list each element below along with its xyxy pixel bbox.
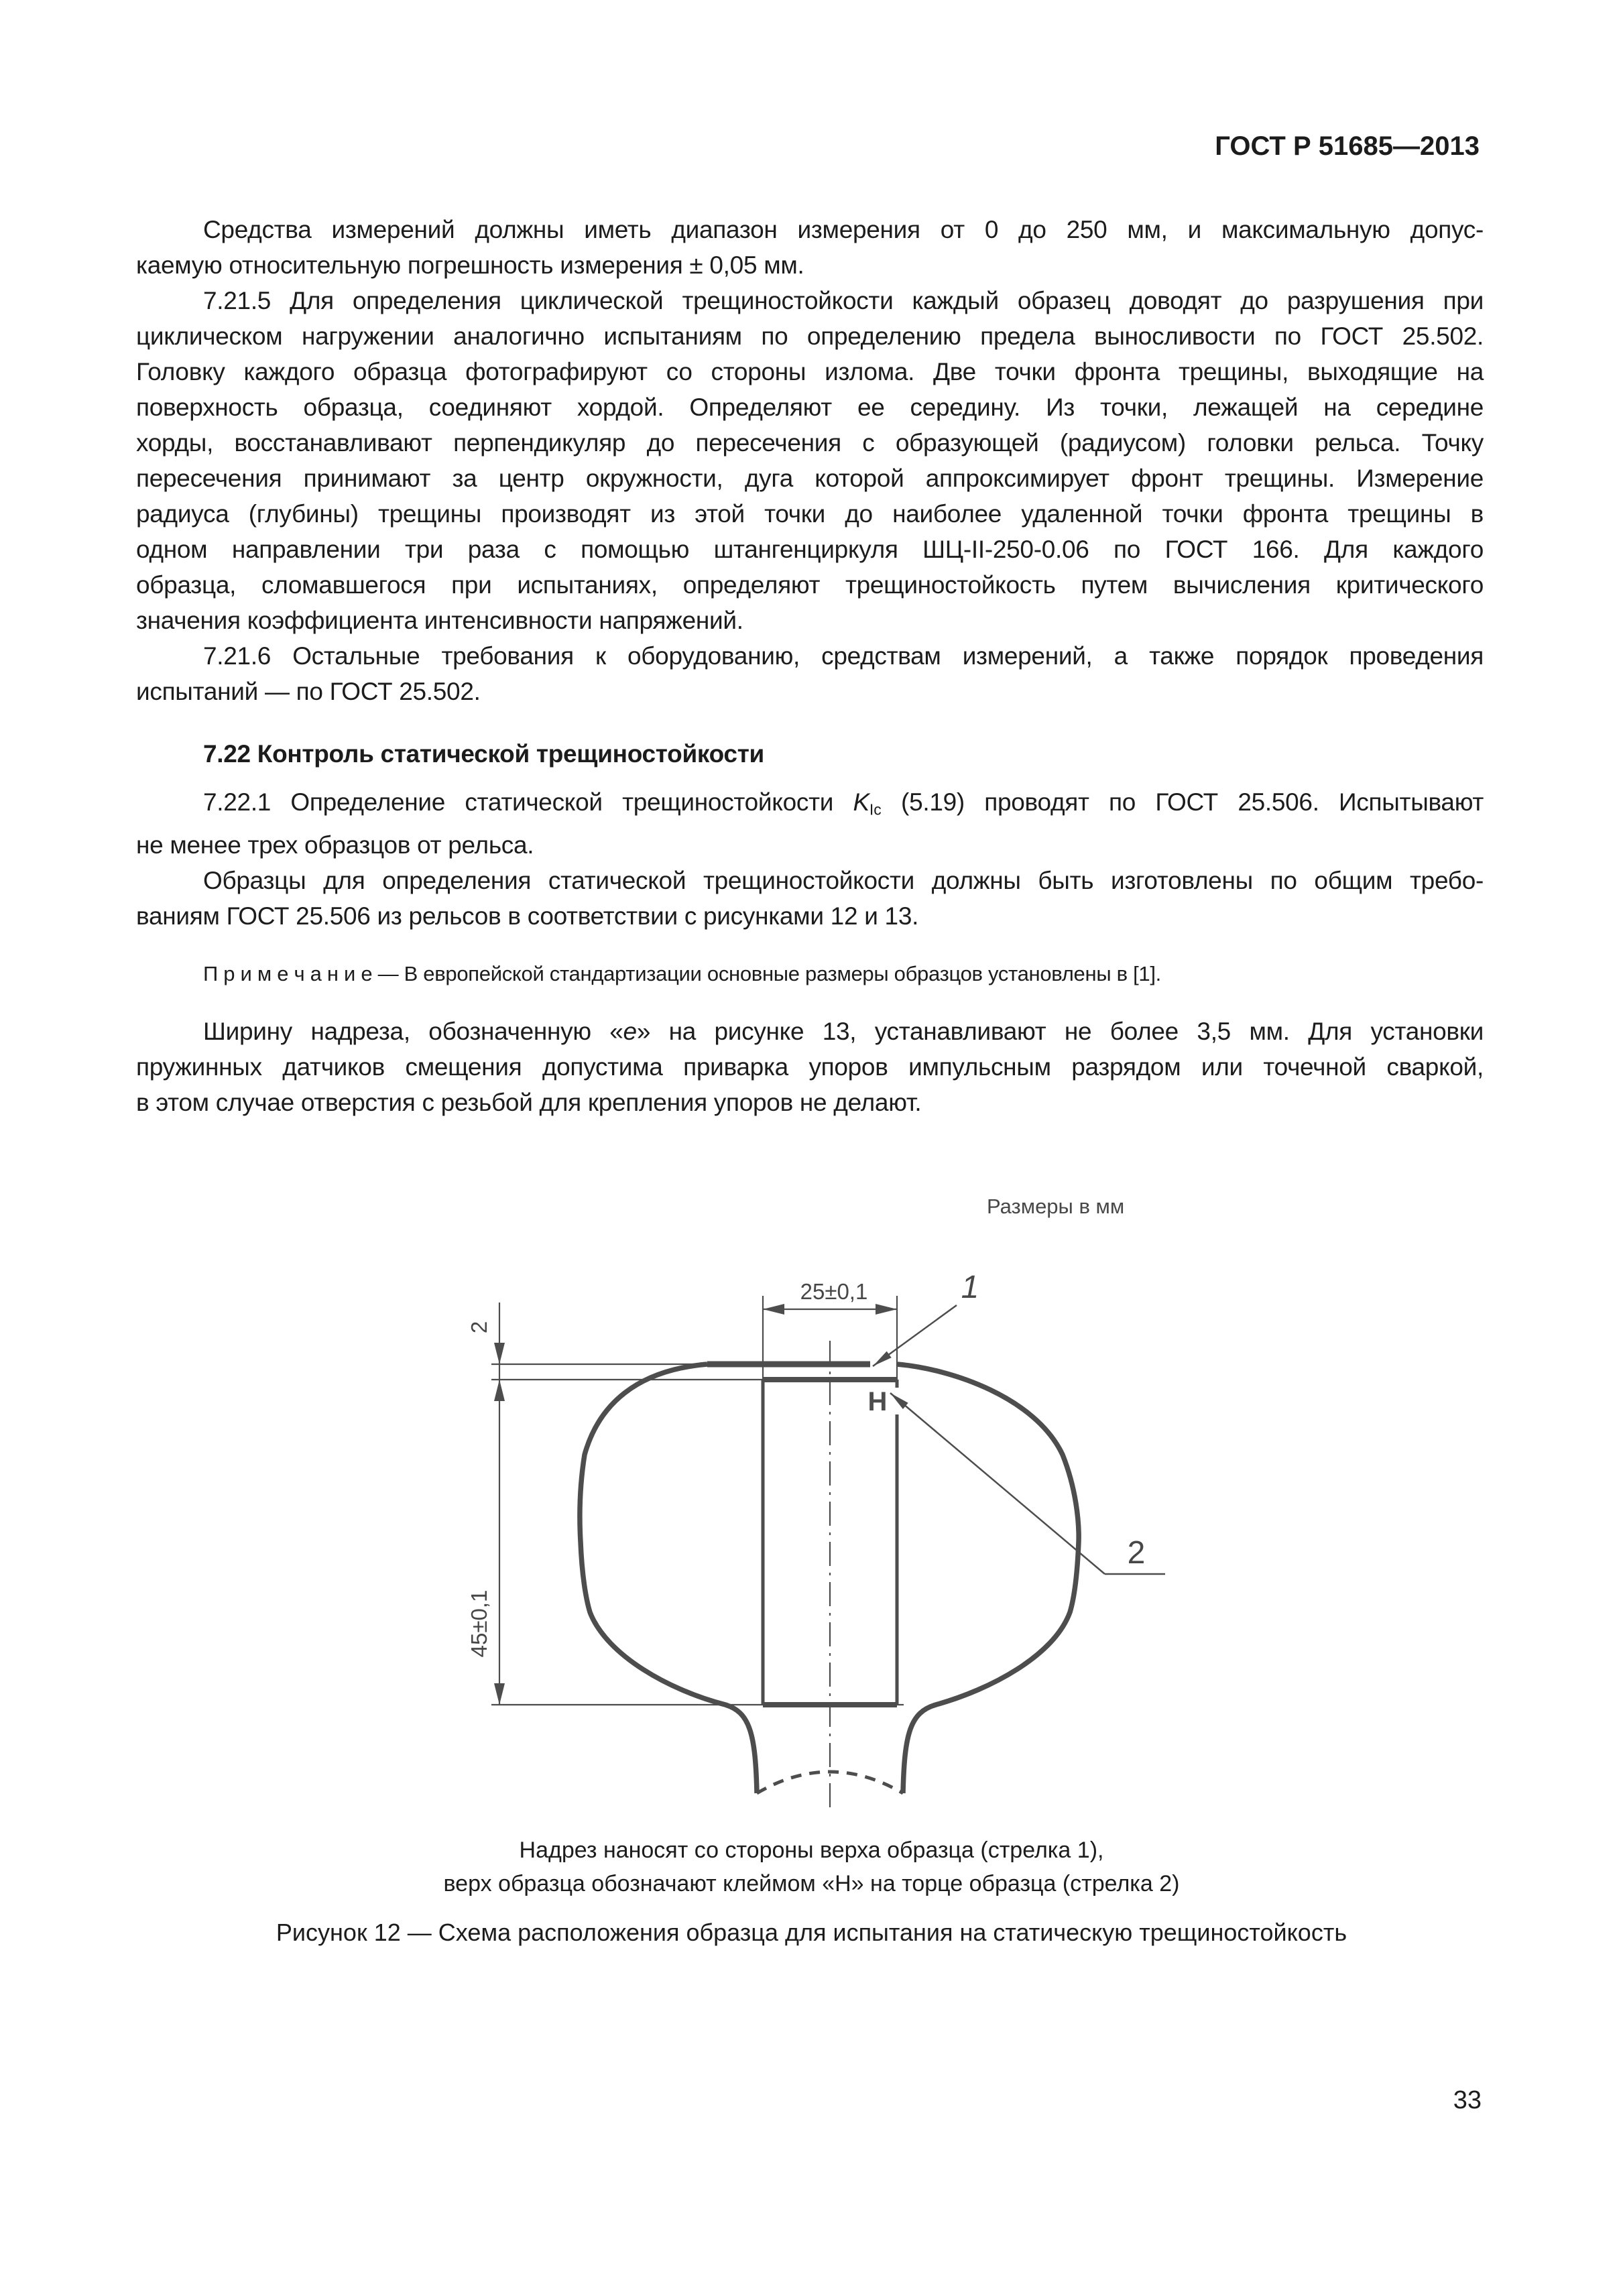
text-line: каемую относительную погрешность измерения ± 0,05 мм. (136, 251, 804, 279)
symbol-e: е (623, 1018, 637, 1046)
text-line: радиуса (глубины) трещины производят из этой точки до наиболее удаленной точки фронта трещины в (136, 500, 1484, 528)
dimension-gap-label: 2 (467, 1321, 491, 1334)
text-line: Средства измерений должны иметь диапазон измерения от 0 до 250 мм, и максимальную допус- (203, 216, 1484, 243)
text-line: хорды, восстанавливают перпендикуляр до пересечения с образующей (радиусом) головки рельса. Точку (136, 429, 1484, 457)
text-line (136, 1014, 1484, 1049)
text-line: испытаний — по ГОСТ 25.502. (136, 678, 481, 705)
text-line: не менее трех образцов от рельса. (136, 831, 534, 859)
text-line: Образцы для определения статической трещиностойкости должны быть изготовлены по общим требо- (203, 867, 1484, 895)
text-segment: (5.19) проводят по ГОСТ 25.506. Испытывают (881, 788, 1484, 816)
text-column (136, 212, 1484, 1120)
section-heading-7-22: 7.22 Контроль статической трещиностойкости (203, 740, 764, 768)
rail-specimen-drawing (0, 1254, 1623, 1823)
text-line: Головку каждого образца фотографируют со стороны излома. Две точки фронта трещины, выходящие на (136, 358, 1484, 385)
callout-1-label: 1 (961, 1270, 979, 1305)
arrowhead-height-top (494, 1380, 505, 1401)
text-line: значения коэффициента интенсивности напряжений. (136, 607, 743, 634)
text-line: в этом случае отверстия с резьбой для крепления упоров не делают. (136, 1089, 922, 1117)
symbol-k: K (853, 788, 869, 816)
doc-code-header: ГОСТ Р 51685—2013 (1215, 131, 1480, 161)
figure-caption-line-2: верх образца обозначают клеймом «Н» на торце образца (стрелка 2) (443, 1871, 1180, 1896)
text-line: 7.21.6 Остальные требования к оборудованию, средствам измерений, а также порядок проведения (203, 642, 1484, 670)
text-line (136, 784, 1484, 827)
text-segment: Ширину надреза, обозначенную « (203, 1018, 623, 1046)
arrowhead-width-right (876, 1304, 897, 1315)
page-number: 33 (1453, 2086, 1482, 2114)
text-line: поверхность образца, соединяют хордой. Определяют ее середину. Из точки, лежащей на середине (136, 394, 1484, 421)
text-line: циклическом нагружении аналогично испытаниям по определению предела выносливости по ГОСТ 25.502. (136, 322, 1484, 350)
text-line: 7.21.5 Для определения циклической трещиностойкости каждый образец доводят до разрушения при (203, 287, 1484, 314)
symbol-k-subscript: Ic (869, 800, 882, 819)
text-line: ваниям ГОСТ 25.506 из рельсов в соответствии с рисунками 12 и 13. (136, 902, 919, 930)
text-line: пересечения принимают за центр окружности, дуга которой аппроксимирует фронт трещины. Измерение (136, 465, 1484, 492)
text-segment: 7.22.1 Определение статической трещиностойкости (203, 788, 853, 816)
stamp-h-label: Н (867, 1387, 888, 1416)
dimension-height-label: 45±0,1 (467, 1589, 491, 1658)
callout-1-arrowhead (873, 1351, 892, 1366)
arrowhead-height-bottom (494, 1683, 505, 1705)
arrowhead-width-left (763, 1304, 784, 1315)
figure-title: Рисунок 12 — Схема расположения образца для испытания на статическую трещиностойкость (276, 1919, 1347, 1946)
units-label: Размеры в мм (987, 1195, 1125, 1218)
text-segment: » на рисунке 13, устанавливают не более 3,5 мм. Для установки (636, 1018, 1484, 1046)
arrowhead-gap-top (494, 1343, 505, 1364)
figure-caption (0, 1833, 1623, 1900)
text-line: пружинных датчиков смещения допустима приварка упоров импульсным разрядом или точечной сваркой, (136, 1053, 1484, 1081)
rail-profile-right-path (897, 1364, 1079, 1793)
text-line: образца, сломавшегося при испытаниях, определяют трещиностойкость путем вычисления критического (136, 571, 1484, 599)
text-line: одном направлении три раза с помощью штангенциркуля ШЦ-II-250-0.06 по ГОСТ 166. Для каждого (136, 536, 1484, 563)
rail-profile-left-path (580, 1364, 757, 1793)
note-line: П р и м е ч а н и е — В европейской стандартизации основные размеры образцов установлены в [1]. (203, 962, 1161, 986)
figure-caption-line-1: Надрез наносят со стороны верха образца (стрелка 1), (519, 1837, 1104, 1863)
callout-2-label: 2 (1127, 1535, 1146, 1571)
dimension-width-label: 25±0,1 (800, 1279, 868, 1304)
